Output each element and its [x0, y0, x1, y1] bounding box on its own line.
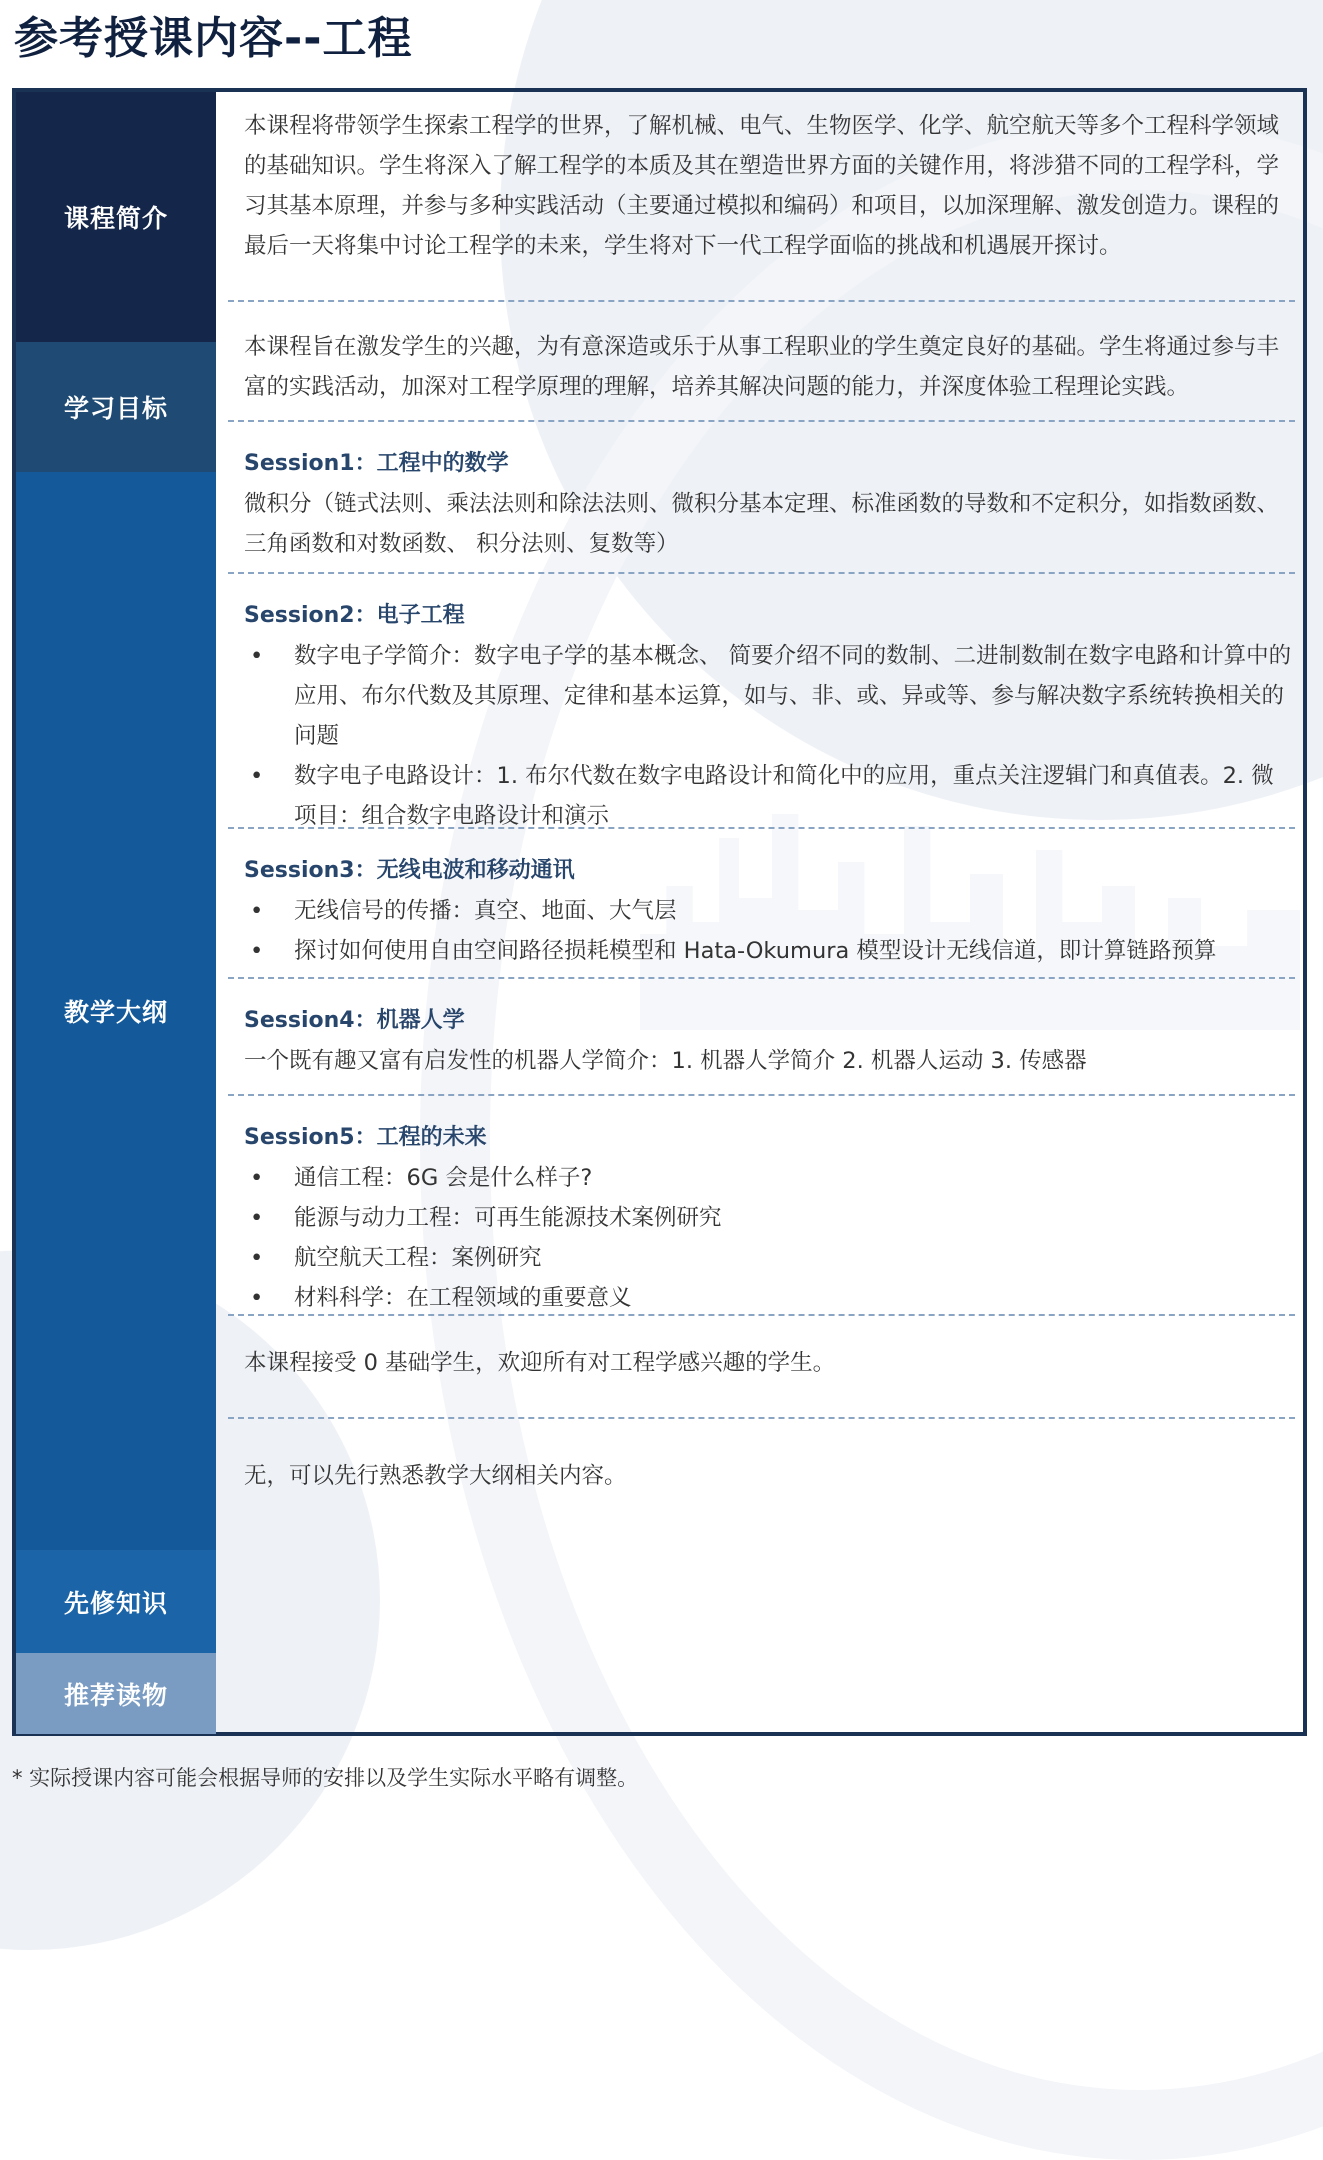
bullet-icon: •	[250, 938, 264, 964]
bullet-icon: •	[250, 1165, 264, 1191]
objectives-text: 本课程旨在激发学生的兴趣，为有意深造或乐于从事工程职业的学生奠定良好的基础。学生将通过参与丰富的实践活动，加深对工程学原理的理解，培养其解决问题的能力，并深度体验工程理论实践。	[244, 334, 1280, 400]
session-title: Session2：电子工程	[244, 603, 465, 628]
list-item	[244, 1198, 1295, 1238]
session-title: Session4：机器人学	[244, 1008, 465, 1033]
bullet-list	[244, 636, 1295, 836]
bullet-icon: •	[250, 643, 264, 669]
label-prerequisites: 先修知识	[16, 1550, 216, 1653]
row-divider	[228, 300, 1295, 302]
list-item	[244, 756, 1295, 836]
list-item	[244, 1278, 1295, 1318]
session-text: 微积分（链式法则、乘法法则和除法法则、微积分基本定理、标准函数的导数和不定积分，如指数函数、三角函数和对数函数、 积分法则、复数等）	[244, 491, 1280, 557]
reading-text: 无，可以先行熟悉教学大纲相关内容。	[244, 1463, 627, 1489]
label-reading: 推荐读物	[16, 1653, 216, 1734]
list-item-text: 材料科学：在工程领域的重要意义	[294, 1285, 632, 1311]
session-3	[244, 851, 1295, 971]
session-1	[244, 444, 1295, 564]
list-item	[244, 931, 1295, 971]
list-item-text: 数字电子学简介：数字电子学的基本概念、 简要介绍不同的数制、二进制数制在数字电路和计算中的应用、布尔代数及其原理、定律和基本运算，如与、非、或、异或等、参与解决数字系统转换相关的问题	[294, 643, 1292, 749]
session-2	[244, 596, 1295, 836]
footnote: * 实际授课内容可能会根据导师的安排以及学生实际水平略有调整。	[12, 1766, 639, 1790]
bullet-icon: •	[250, 763, 264, 789]
list-item	[244, 1238, 1295, 1278]
list-item-text: 探讨如何使用自由空间路径损耗模型和 Hata-Okumura 模型设计无线信道，即计算链路预算	[294, 938, 1217, 964]
label-column	[16, 92, 216, 1732]
label-objectives: 学习目标	[16, 342, 216, 472]
bullet-icon: •	[250, 898, 264, 924]
page-title: 参考授课内容--工程	[14, 13, 413, 64]
list-item-text: 数字电子电路设计：1. 布尔代数在数字电路设计和简化中的应用，重点关注逻辑门和真值表。2. 微项目：组合数字电路设计和演示	[294, 763, 1274, 829]
row-divider	[228, 420, 1295, 422]
list-item-text: 能源与动力工程：可再生能源技术案例研究	[294, 1205, 722, 1231]
overview-text: 本课程将带领学生探索工程学的世界，了解机械、电气、生物医学、化学、航空航天等多个工程科学领域的基础知识。学生将深入了解工程学的本质及其在塑造世界方面的关键作用，将涉猎不同的工程学科，学习其基本原理，并参与多种实践活动（主要通过模拟和编码）和项目，以加深理解、激发创造力。课程的最后一天将集中讨论工程学的未来，学生将对下一代工程学面临的挑战和机遇展开探讨。	[244, 113, 1280, 259]
list-item	[244, 636, 1295, 756]
list-item-text: 通信工程：6G 会是什么样子?	[294, 1165, 593, 1191]
bullet-list	[244, 1158, 1295, 1318]
label-overview: 课程简介	[16, 92, 216, 342]
session-4	[244, 1001, 1295, 1081]
row-divider	[228, 572, 1295, 574]
content-column	[216, 92, 1303, 1732]
list-item	[244, 1158, 1295, 1198]
session-5	[244, 1118, 1295, 1318]
bullet-list	[244, 891, 1295, 971]
course-table	[12, 88, 1307, 1736]
row-divider	[228, 977, 1295, 979]
session-title: Session5：工程的未来	[244, 1125, 487, 1150]
session-title: Session1：工程中的数学	[244, 451, 509, 476]
row-divider	[228, 1417, 1295, 1419]
list-item	[244, 891, 1295, 931]
row-divider	[228, 827, 1295, 829]
row-divider	[228, 1314, 1295, 1316]
bullet-icon: •	[250, 1285, 264, 1311]
bullet-icon: •	[250, 1205, 264, 1231]
session-text: 一个既有趣又富有启发性的机器人学简介：1. 机器人学简介 2. 机器人运动 3. 传感器	[244, 1048, 1087, 1074]
session-title: Session3：无线电波和移动通讯	[244, 858, 575, 883]
list-item-text: 无线信号的传播：真空、地面、大气层	[294, 898, 677, 924]
row-divider	[228, 1094, 1295, 1096]
prerequisites-text: 本课程接受 0 基础学生，欢迎所有对工程学感兴趣的学生。	[244, 1350, 836, 1376]
bullet-icon: •	[250, 1245, 264, 1271]
label-syllabus: 教学大纲	[16, 472, 216, 1550]
list-item-text: 航空航天工程：案例研究	[294, 1245, 542, 1271]
